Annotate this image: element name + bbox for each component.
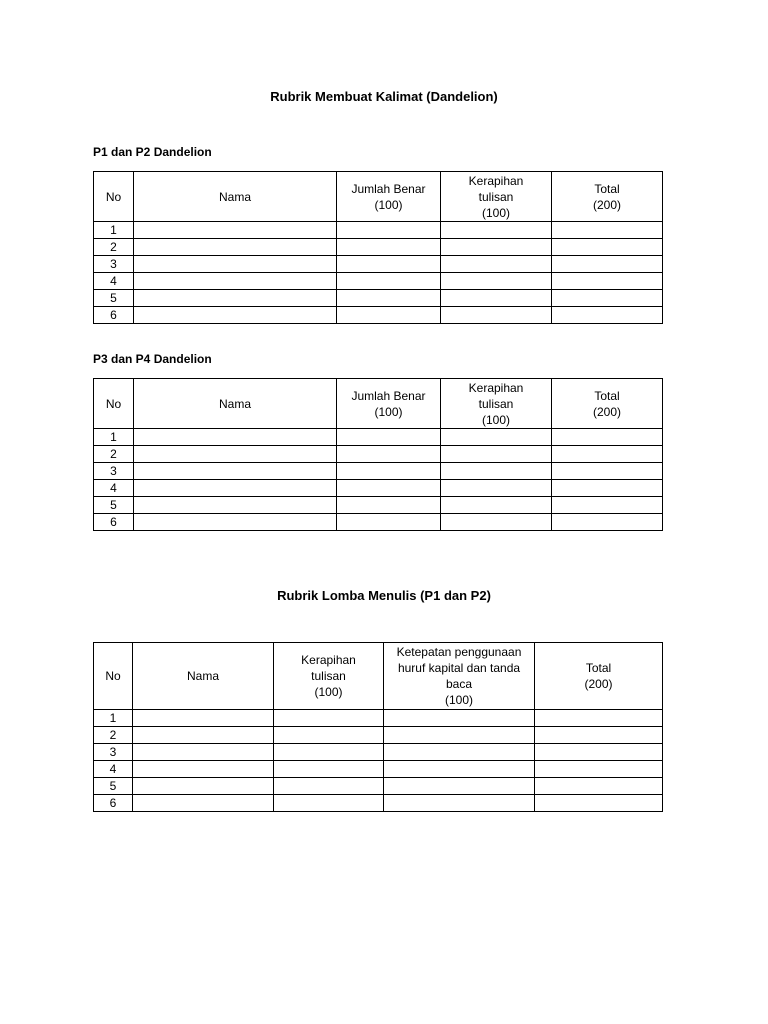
cell-kerapihan[interactable] [274,761,384,778]
cell-nama[interactable] [133,710,274,727]
cell-jumlah-benar[interactable] [337,497,441,514]
cell-total[interactable] [552,307,663,324]
table-header-row [94,379,663,429]
header-kerapihan: Kerapihan tulisan (100) [274,643,384,710]
row-number: 6 [94,514,134,531]
table-row [94,429,663,446]
header-jumlah-benar: Jumlah Benar (100) [337,379,441,429]
header-kerapihan: Kerapihan tulisan (100) [441,172,552,222]
table-row [94,761,663,778]
cell-total[interactable] [535,795,663,812]
table-caption-p1-p2: P1 dan P2 Dandelion [93,145,212,159]
cell-kerapihan[interactable] [441,514,552,531]
cell-ketepatan[interactable] [384,727,535,744]
cell-jumlah-benar[interactable] [337,429,441,446]
cell-kerapihan[interactable] [441,273,552,290]
cell-kerapihan[interactable] [274,744,384,761]
row-number: 6 [94,307,134,324]
table-row [94,744,663,761]
cell-nama[interactable] [133,727,274,744]
cell-kerapihan[interactable] [441,429,552,446]
cell-total[interactable] [552,514,663,531]
cell-total[interactable] [552,222,663,239]
table-row [94,778,663,795]
header-no: No [94,172,134,222]
row-number: 2 [94,446,134,463]
cell-nama[interactable] [134,290,337,307]
cell-jumlah-benar[interactable] [337,480,441,497]
header-jumlah-benar: Jumlah Benar (100) [337,172,441,222]
rubric-table-lomba-menulis [93,642,663,812]
cell-kerapihan[interactable] [441,446,552,463]
cell-kerapihan[interactable] [274,727,384,744]
cell-total[interactable] [552,463,663,480]
cell-kerapihan[interactable] [441,239,552,256]
cell-total[interactable] [535,744,663,761]
cell-nama[interactable] [134,480,337,497]
cell-nama[interactable] [133,761,274,778]
cell-ketepatan[interactable] [384,778,535,795]
table-row [94,710,663,727]
header-nama: Nama [134,172,337,222]
header-total: Total (200) [552,172,663,222]
table-row [94,256,663,273]
cell-total[interactable] [535,727,663,744]
cell-kerapihan[interactable] [441,480,552,497]
cell-nama[interactable] [133,795,274,812]
rubric-table-p3-p4 [93,378,663,531]
row-number: 4 [94,273,134,290]
cell-kerapihan[interactable] [441,463,552,480]
cell-kerapihan[interactable] [274,795,384,812]
table-row [94,514,663,531]
cell-total[interactable] [552,446,663,463]
row-number: 4 [94,761,133,778]
header-total: Total (200) [535,643,663,710]
row-number: 1 [94,429,134,446]
cell-total[interactable] [552,480,663,497]
cell-kerapihan[interactable] [274,710,384,727]
cell-kerapihan[interactable] [441,256,552,273]
cell-total[interactable] [552,239,663,256]
cell-ketepatan[interactable] [384,710,535,727]
document-title-kalimat: Rubrik Membuat Kalimat (Dandelion) [270,89,498,104]
cell-jumlah-benar[interactable] [337,222,441,239]
row-number: 2 [94,727,133,744]
cell-nama[interactable] [134,222,337,239]
cell-total[interactable] [535,778,663,795]
table-row [94,222,663,239]
cell-jumlah-benar[interactable] [337,290,441,307]
cell-nama[interactable] [133,778,274,795]
row-number: 5 [94,778,133,795]
cell-jumlah-benar[interactable] [337,239,441,256]
cell-nama[interactable] [134,514,337,531]
cell-nama[interactable] [134,273,337,290]
cell-total[interactable] [552,290,663,307]
cell-nama[interactable] [134,307,337,324]
cell-nama[interactable] [134,239,337,256]
cell-nama[interactable] [134,429,337,446]
row-number: 6 [94,795,133,812]
table-row [94,273,663,290]
cell-kerapihan[interactable] [441,307,552,324]
row-number: 4 [94,480,134,497]
cell-jumlah-benar[interactable] [337,307,441,324]
header-nama: Nama [133,643,274,710]
row-number: 5 [94,497,134,514]
cell-kerapihan[interactable] [441,497,552,514]
cell-total[interactable] [535,761,663,778]
row-number: 1 [94,222,134,239]
table-caption-p3-p4: P3 dan P4 Dandelion [93,352,212,366]
table-row [94,480,663,497]
cell-nama[interactable] [134,446,337,463]
cell-jumlah-benar[interactable] [337,446,441,463]
header-no: No [94,379,134,429]
table-row [94,290,663,307]
cell-jumlah-benar[interactable] [337,256,441,273]
cell-jumlah-benar[interactable] [337,514,441,531]
cell-nama[interactable] [134,497,337,514]
document-title-lomba: Rubrik Lomba Menulis (P1 dan P2) [277,588,491,603]
cell-total[interactable] [535,710,663,727]
cell-jumlah-benar[interactable] [337,273,441,290]
cell-jumlah-benar[interactable] [337,463,441,480]
cell-nama[interactable] [134,256,337,273]
table-row [94,307,663,324]
row-number: 3 [94,463,134,480]
header-ketepatan: Ketepatan penggunaan huruf kapital dan tanda baca (100) [384,643,535,710]
cell-total[interactable] [552,429,663,446]
cell-total[interactable] [552,273,663,290]
cell-nama[interactable] [133,744,274,761]
cell-nama[interactable] [134,463,337,480]
row-number: 3 [94,256,134,273]
cell-ketepatan[interactable] [384,761,535,778]
cell-ketepatan[interactable] [384,795,535,812]
cell-total[interactable] [552,256,663,273]
header-kerapihan: Kerapihan tulisan (100) [441,379,552,429]
table-header-row [94,172,663,222]
row-number: 1 [94,710,133,727]
cell-kerapihan[interactable] [274,778,384,795]
cell-kerapihan[interactable] [441,290,552,307]
cell-kerapihan[interactable] [441,222,552,239]
table-row [94,497,663,514]
header-no: No [94,643,133,710]
rubric-table-p1-p2 [93,171,663,324]
cell-total[interactable] [552,497,663,514]
table-row [94,239,663,256]
table-row [94,727,663,744]
row-number: 2 [94,239,134,256]
header-nama: Nama [134,379,337,429]
table-row [94,446,663,463]
table-row [94,463,663,480]
table-row [94,795,663,812]
row-number: 3 [94,744,133,761]
row-number: 5 [94,290,134,307]
header-total: Total (200) [552,379,663,429]
cell-ketepatan[interactable] [384,744,535,761]
table-header-row [94,643,663,710]
